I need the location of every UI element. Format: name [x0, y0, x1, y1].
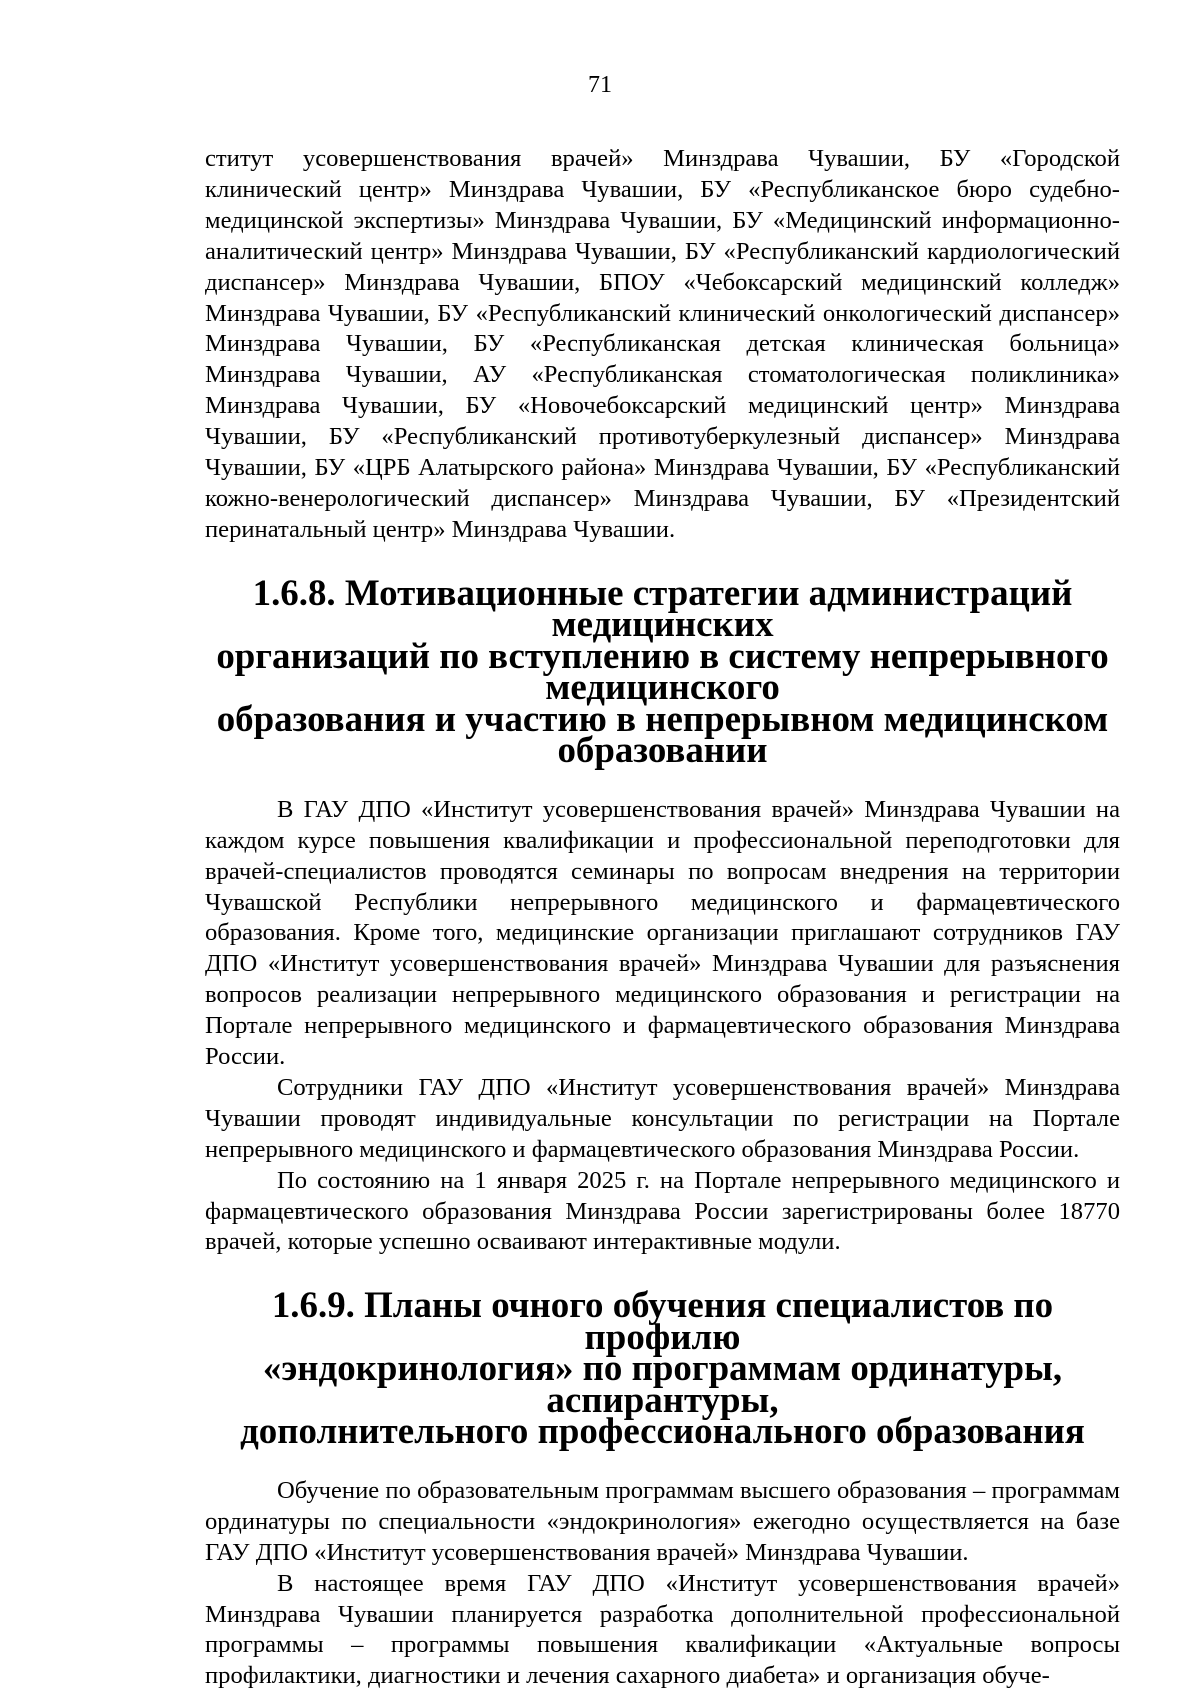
- body-paragraph: В настоящее время ГАУ ДПО «Институт усовершенствования врачей» Минздрава Чувашии планируется разработка дополнительной профессиональной программы – программы повышения квалификации «Актуальные вопросы профилактики, диагностики и лечения сахарного диабета» и организация обуче-: [205, 1569, 1120, 1690]
- continuation-paragraph: ститут усовершенствования врачей» Минздрава Чувашии, БУ «Городской клинический центр» Минздрава Чувашии, БУ «Республиканское бюро судебно-медицинской экспертизы» Минздрава Чувашии, БУ «Медицинский информационно-аналитический центр» Минздрава Чувашии, БУ «Республиканский кардиологический диспансер» Минздрава Чувашии, БПОУ «Чебоксарский медицинский колледж» Минздрава Чувашии, БУ «Республиканский клинический онкологический диспансер» Минздрава Чувашии, БУ «Республиканская детская клиническая больница» Минздрава Чувашии, АУ «Республиканская стоматологическая поликлиника» Минздрава Чувашии, БУ «Новочебоксарский медицинский центр» Минздрава Чувашии, БУ «Республиканский противотуберкулезный диспансер» Минздрава Чувашии, БУ «ЦРБ Алатырского района» Минздрава Чувашии, БУ «Республиканский кожно-венерологический диспансер» Минздрава Чувашии, БУ «Президентский перинатальный центр» Минздрава Чувашии.: [205, 145, 1120, 543]
- spacer: [205, 1447, 1120, 1476]
- heading-line: 1.6.9. Планы очного обучения специалистов по профилю: [271, 1284, 1054, 1357]
- section-heading-1-6-8: [205, 571, 1120, 771]
- heading-line: образования и участию в непрерывном медицинском образовании: [216, 697, 1109, 771]
- body-paragraph: Обучение по образовательным программам высшего образования – программам ординатуры по специальности «эндокринология» ежегодно осуществляется на базе ГАУ ДПО «Институт усовершенствования врачей» Минздрава Чувашии.: [205, 1476, 1120, 1566]
- heading-line: организаций по вступлению в систему непрерывного медицинского: [216, 634, 1109, 708]
- document-body: [205, 144, 1120, 1692]
- page-number: 71: [588, 72, 612, 98]
- spacer: [205, 766, 1120, 795]
- heading-line: 1.6.8. Мотивационные стратегии администраций медицинских: [252, 571, 1073, 645]
- heading-line: «эндокринология» по программам ординатуры, аспирантуры,: [262, 1347, 1063, 1420]
- section-heading-1-6-9: [205, 1284, 1120, 1452]
- body-paragraph: В ГАУ ДПО «Институт усовершенствования врачей» Минздрава Чувашии на каждом курсе повышения квалификации и профессиональной переподготовки для врачей-специалистов проводятся семинары по вопросам внедрения на территории Чувашской Республики непрерывного медицинского и фармацевтического образования. Кроме того, медицинские организации приглашают сотрудников ГАУ ДПО «Институт усовершенствования врачей» Минздрава Чувашии для разъяснения вопросов реализации непрерывного медицинского образования и регистрации на Портале непрерывного медицинского и фармацевтического образования Минздрава России.: [205, 795, 1120, 1071]
- heading-line: дополнительного профессионального образования: [240, 1410, 1085, 1452]
- body-paragraph: По состоянию на 1 января 2025 г. на Портале непрерывного медицинского и фармацевтического образования Минздрава России зарегистрированы более 18770 врачей, которые успешно осваивают интерактивные модули.: [205, 1166, 1120, 1256]
- body-paragraph: Сотрудники ГАУ ДПО «Институт усовершенствования врачей» Минздрава Чувашии проводят индивидуальные консультации по регистрации на Портале непрерывного медицинского и фармацевтического образования Минздрава России.: [205, 1073, 1120, 1163]
